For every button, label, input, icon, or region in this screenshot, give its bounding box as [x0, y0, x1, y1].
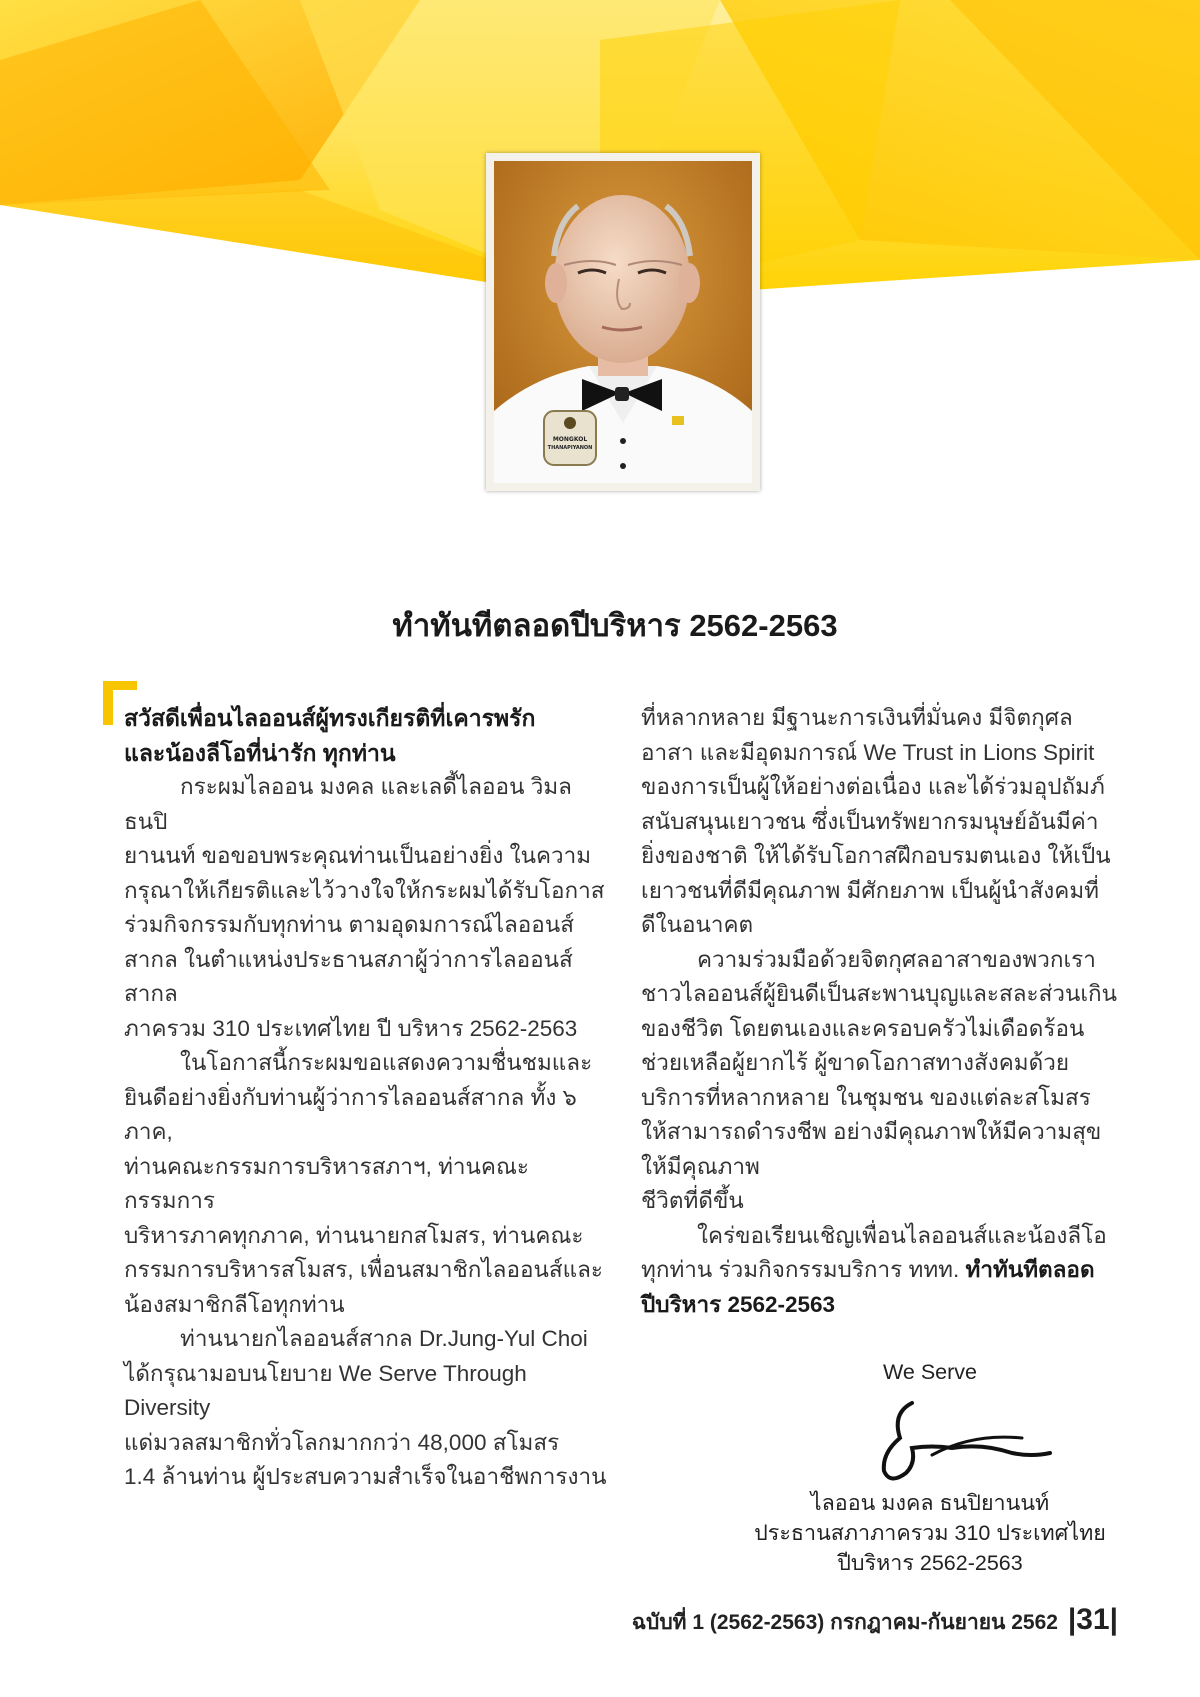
- page-footer: [632, 1603, 1118, 1639]
- signer-term: ปีบริหาร 2562-2563: [837, 1551, 1023, 1575]
- signature-image: [872, 1393, 1052, 1483]
- right-column: [641, 701, 1127, 1322]
- greeting-line-2: และน้องลีโอที่น่ารัก ทุกท่าน: [124, 739, 396, 766]
- text-line: ความร่วมมือด้วยจิตกุศลอาสาของพวกเรา: [697, 946, 1096, 972]
- motto: We Serve: [883, 1360, 977, 1384]
- text-line: ชาวไลออนส์ผู้ยินดีเป็นสะพานบุญและสละส่วนเกิน: [641, 981, 1118, 1006]
- text-line: อาสา และมีอุดมการณ์ We Trust in Lions Spirit: [641, 739, 1095, 765]
- text-line: ของการเป็นผู้ให้อย่างต่อเนื่อง และได้ร่วมอุปถัมภ์: [641, 774, 1105, 799]
- closing-bold: ทำทันทีตลอด: [965, 1257, 1095, 1282]
- text-line: ดีในอนาคต: [641, 912, 754, 937]
- left-column: [124, 701, 610, 1495]
- greeting-line-1: สวัสดีเพื่อนไลออนส์ผู้ทรงเกียรติที่เคารพรัก: [124, 705, 536, 731]
- text-line: 1.4 ล้านท่าน ผู้ประสบความสำเร็จในอาชีพการงาน: [124, 1464, 607, 1489]
- text-line: ยินดีอย่างยิ่งกับท่านผู้ว่าการไลออนส์สากล ทั้ง ๖ ภาค,: [124, 1084, 577, 1144]
- text-line: [641, 1288, 1127, 1323]
- article-heading: ทำทันทีตลอดปีบริหาร 2562-2563: [392, 608, 838, 643]
- closing-bold-term: ปีบริหาร 2562-2563: [641, 1291, 836, 1317]
- text-line: ร่วมกิจกรรมกับทุกท่าน ตามอุดมการณ์ไลออนส์: [124, 912, 574, 937]
- text-line: ของชีวิต โดยตนเองและครอบครัวไม่เดือดร้อน: [641, 1015, 1085, 1041]
- badge-name: MONGKOL: [552, 436, 588, 443]
- signature-block: [740, 1356, 1120, 1388]
- page-number: |31|: [1067, 1603, 1118, 1636]
- text-line: ภาครวม 310 ประเทศไทย ปี บริหาร 2562-2563: [124, 1015, 578, 1041]
- text-line: ยิ่งของชาติ ให้ได้รับโอกาสฝึกอบรมตนเอง ให้เป็น: [641, 843, 1111, 868]
- badge-surname: THANAPIYANON: [547, 445, 593, 451]
- text-line: กรรมการบริหารสโมสร, เพื่อนสมาชิกไลออนส์และ: [124, 1257, 603, 1282]
- text-line: สนับสนุนเยาวชน ซึ่งเป็นทรัพยากรมนุษย์อันมีค่า: [641, 808, 1099, 834]
- text-line: [641, 1253, 1127, 1288]
- text-line: ใคร่ขอเรียนเชิญเพื่อนไลออนส์และน้องลีโอ: [697, 1222, 1107, 1248]
- text-line: ท่านนายกไลออนส์สากล Dr.Jung-Yul Choi: [180, 1326, 588, 1351]
- text-line: ที่หลากหลาย มีฐานะการเงินที่มั่นคง มีจิตกุศล: [641, 705, 1073, 730]
- signer-title: ประธานสภาภาครวม 310 ประเทศไทย: [754, 1521, 1106, 1545]
- text-line-part: ทุกท่าน ร่วมกิจกรรมบริการ ททท.: [641, 1257, 960, 1282]
- page-number-value: 31: [1076, 1603, 1110, 1636]
- signer-info: [740, 1488, 1120, 1578]
- text-line: น้องสมาชิกลีโอทุกท่าน: [124, 1291, 345, 1317]
- text-line: แด่มวลสมาชิกทั่วโลกมากกว่า 48,000 สโมสร: [124, 1429, 560, 1455]
- text-line: ได้กรุณามอบนโยบาย We Serve Through Diversity: [124, 1360, 527, 1420]
- text-line: กรุณาให้เกียรติและไว้วางใจให้กระผมได้รับโอกาส: [124, 877, 605, 903]
- text-line: ท่านคณะกรรมการบริหารสภาฯ, ท่านคณะกรรมการ: [124, 1153, 529, 1213]
- text-line: บริหารภาคทุกภาค, ท่านนายกสโมสร, ท่านคณะ: [124, 1222, 584, 1248]
- text-line: สากล ในตำแหน่งประธานสภาผู้ว่าการไลออนส์สากล: [124, 946, 573, 1006]
- text-line: ยานนท์ ขอขอบพระคุณท่านเป็นอย่างยิ่ง ในความ: [124, 843, 592, 868]
- text-line: กระผมไลออน มงคล และเลดี้ไลออน วิมลธนปิ: [124, 774, 572, 834]
- signer-name: ไลออน มงคล ธนปิยานนท์: [810, 1491, 1050, 1515]
- portrait-photo: [486, 153, 760, 491]
- text-line: ในโอกาสนี้กระผมขอแสดงความชื่นชมและ: [180, 1050, 593, 1075]
- text-line: ชีวิตที่ดีขึ้น: [641, 1188, 744, 1213]
- text-line: เยาวชนที่ดีมีคุณภาพ มีศักยภาพ เป็นผู้นำสังคมที่: [641, 877, 1099, 903]
- text-line: บริการที่หลากหลาย ในชุมชน ของแต่ละสโมสร: [641, 1084, 1091, 1110]
- text-line: ช่วยเหลือผู้ยากไร้ ผู้ขาดโอกาสทางสังคมด้วย: [641, 1050, 1070, 1075]
- text-line: ให้สามารถดำรงชีพ อย่างมีคุณภาพให้มีความสุขให้มีคุณภาพ: [641, 1119, 1102, 1179]
- issue-label: ฉบับที่ 1 (2562-2563) กรกฎาคม-กันยายน 2562: [631, 1611, 1058, 1634]
